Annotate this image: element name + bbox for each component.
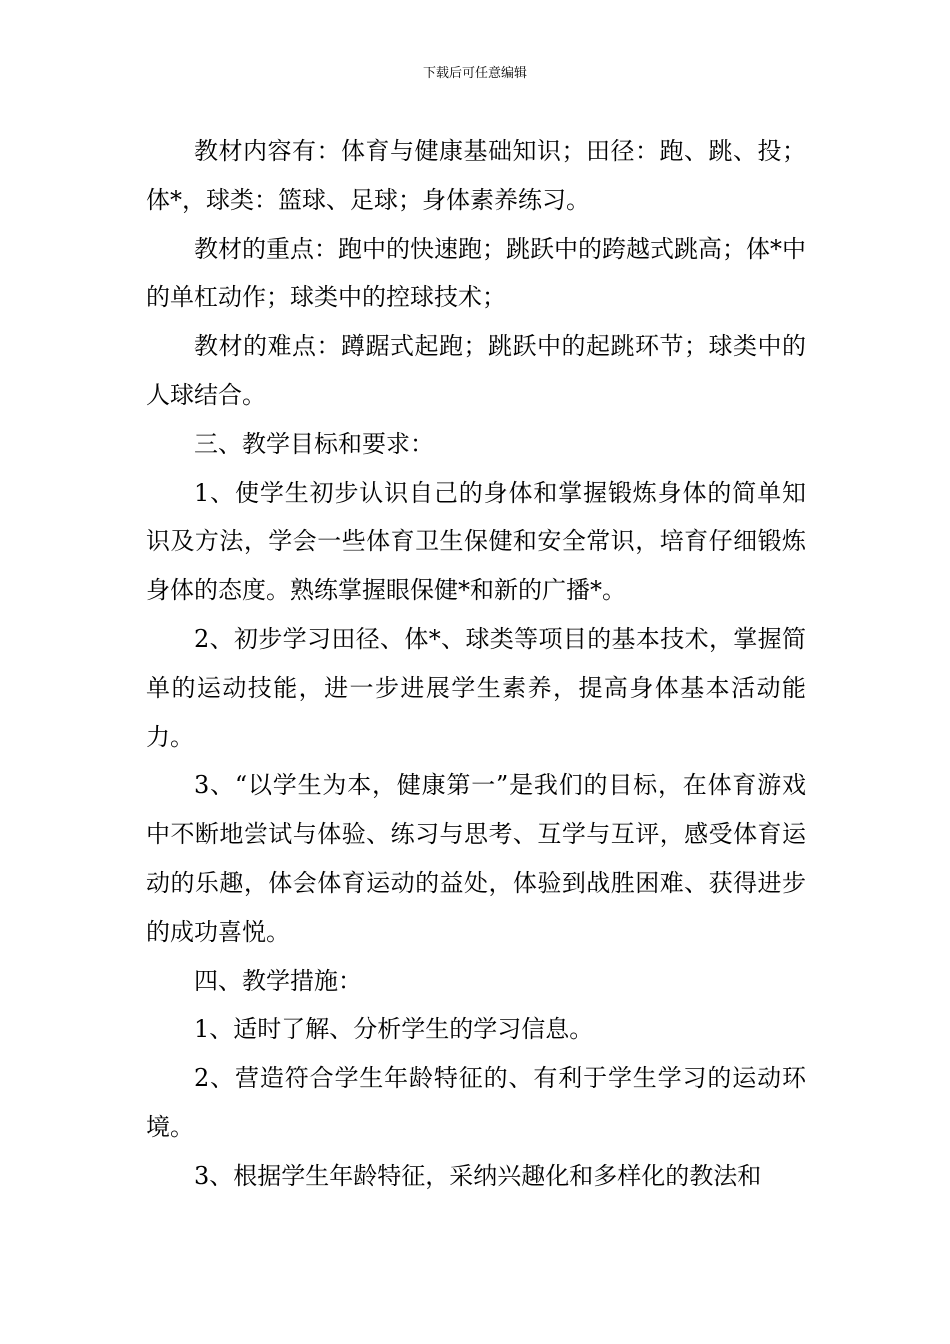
section-heading-goals: 三、教学目标和要求： [194,429,434,458]
paragraph-materials-difficulties: 教材的难点：蹲踞式起跑；跳跃中的起跳环节；球类中的人球结合。 [146,332,806,409]
header-note: 下载后可任意编辑 [422,66,527,81]
paragraph-goal-3: 3、“以学生为本，健康第一”是我们的目标，在体育游戏中不断地尝试与体验、练习与思考、互学与互评，感受体育运动的乐趣，体会体育运动的益处，体验到战胜困难、获得进步的成功喜悦。 [146,771,806,946]
paragraph-measure-1: 1、适时了解、分析学生的学习信息。 [194,1015,594,1044]
paragraph-measure-3: 3、根据学生年龄特征，采纳兴趣化和多样化的教法和 [194,1161,762,1190]
paragraph-materials-content: 教材内容有：体育与健康基础知识；田径：跑、跳、投；体*，球类：篮球、足球；身体素养练习。 [146,137,806,214]
paragraph-goal-2: 2、初步学习田径、体*、球类等项目的基本技术，掌握简单的运动技能，进一步进展学生素养，提高身体基本活动能力。 [146,624,806,751]
section-heading-measures: 四、教学措施： [194,966,362,995]
paragraph-measure-2: 2、营造符合学生年龄特征的、有利于学生学习的运动环境。 [146,1064,806,1141]
paragraph-materials-key-points: 教材的重点：跑中的快速跑；跳跃中的跨越式跳高；体*中的单杠动作；球类中的控球技术； [146,234,806,312]
document-body [146,127,806,1201]
paragraph-goal-1: 1、使学生初步认识自己的身体和掌握锻炼身体的简单知识及方法，学会一些体育卫生保健和安全常识，培育仔细锻炼身体的态度。熟练掌握眼保健*和新的广播*。 [146,478,806,605]
